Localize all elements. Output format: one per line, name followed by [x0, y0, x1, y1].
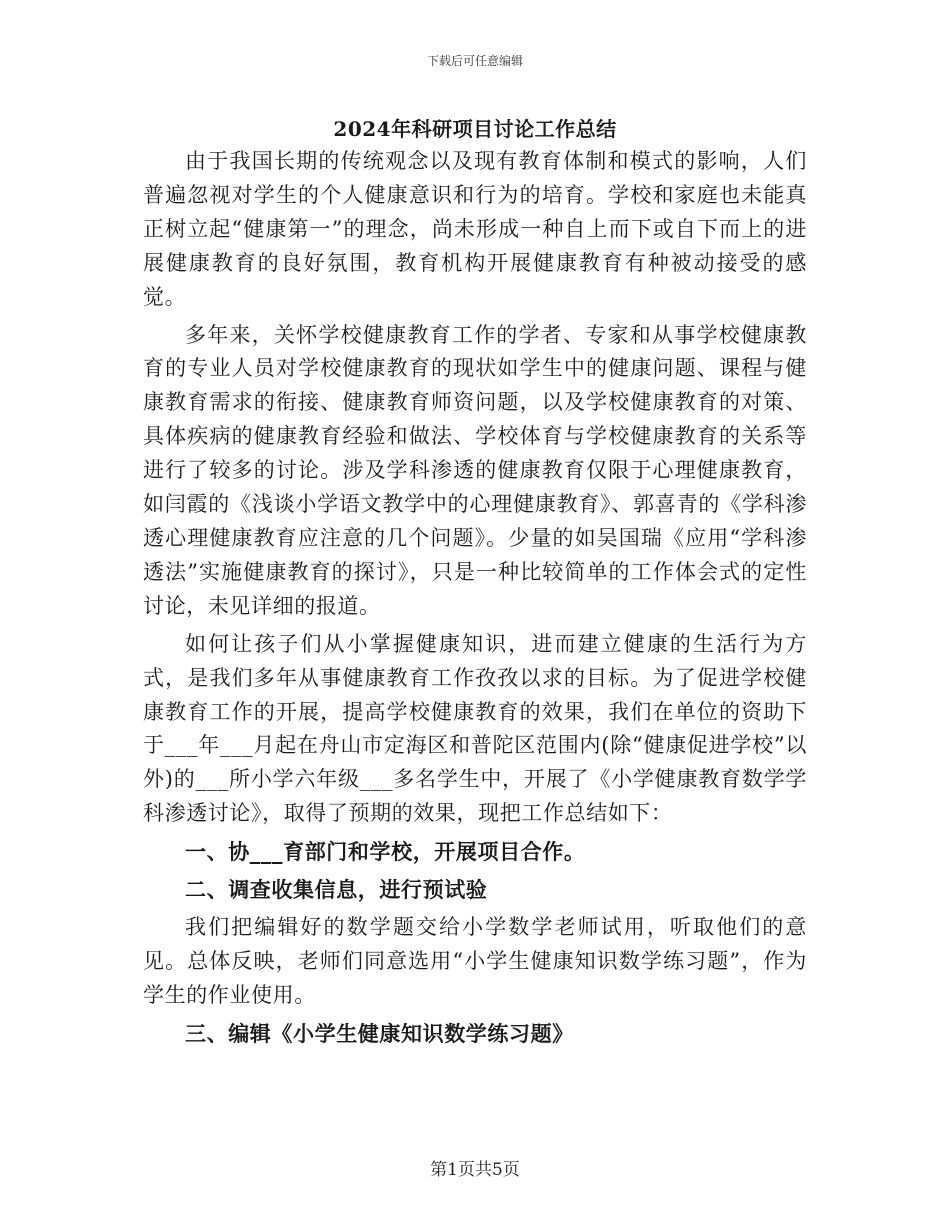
- paragraph-3: 如何让孩子们从小掌握健康知识，进而建立健康的生活行为方式，是我们多年从事健康教育工作孜孜以求的目标。为了促进学校健康教育工作的开展，提高学校健康教育的效果，我们在单位的资助下于___年___月起在舟山市定海区和普陀区范围内(除“健康促进学校”以外)的___所小学六年级___多名学生中，开展了《小学健康教育数学学科渗透讨论》，取得了预期的效果，现把工作总结如下：: [143, 631, 807, 826]
- document-body: [143, 145, 807, 1055]
- header-note: 下载后可任意编辑: [426, 54, 523, 68]
- paragraph-1: 由于我国长期的传统观念以及现有教育体制和模式的影响，人们普遍忽视对学生的个人健康意识和行为的培育。学校和家庭也未能真正树立起“健康第一”的理念，尚未形成一种自上而下或自下而上的进展健康教育的良好氛围，教育机构开展健康教育有种被动接受的感觉。: [143, 149, 807, 309]
- paragraph-4: 我们把编辑好的数学题交给小学数学老师试用，听取他们的意见。总体反映，老师们同意选用“小学生健康知识数学练习题”，作为学生的作业使用。: [143, 914, 807, 1007]
- section-heading-1: 一、协___育部门和学校，开展项目合作。: [185, 839, 586, 865]
- section-heading-3: 三、编辑《小学生健康知识数学练习题》: [185, 1020, 574, 1046]
- page-footer: 第1页共5页: [430, 1160, 520, 1180]
- document-title: 2024年科研项目讨论工作总结: [333, 117, 617, 141]
- paragraph-2: 多年来，关怀学校健康教育工作的学者、专家和从事学校健康教育的专业人员对学校健康教育的现状如学生中的健康问题、课程与健康教育需求的衔接、健康教育师资问题，以及学校健康教育的对策、具体疾病的健康教育经验和做法、学校体育与学校健康教育的关系等进行了较多的讨论。涉及学科渗透的健康教育仅限于心理健康教育，如闫霞的《浅谈小学语文教学中的心理健康教育》、郭喜青的《学科渗透心理健康教育应注意的几个问题》。少量的如吴国瑞《应用“学科渗透法”实施健康教育的探讨》，只是一种比较简单的工作体会式的定性讨论，未见详细的报道。: [143, 322, 807, 618]
- section-heading-2: 二、调查收集信息，进行预试验: [185, 877, 488, 903]
